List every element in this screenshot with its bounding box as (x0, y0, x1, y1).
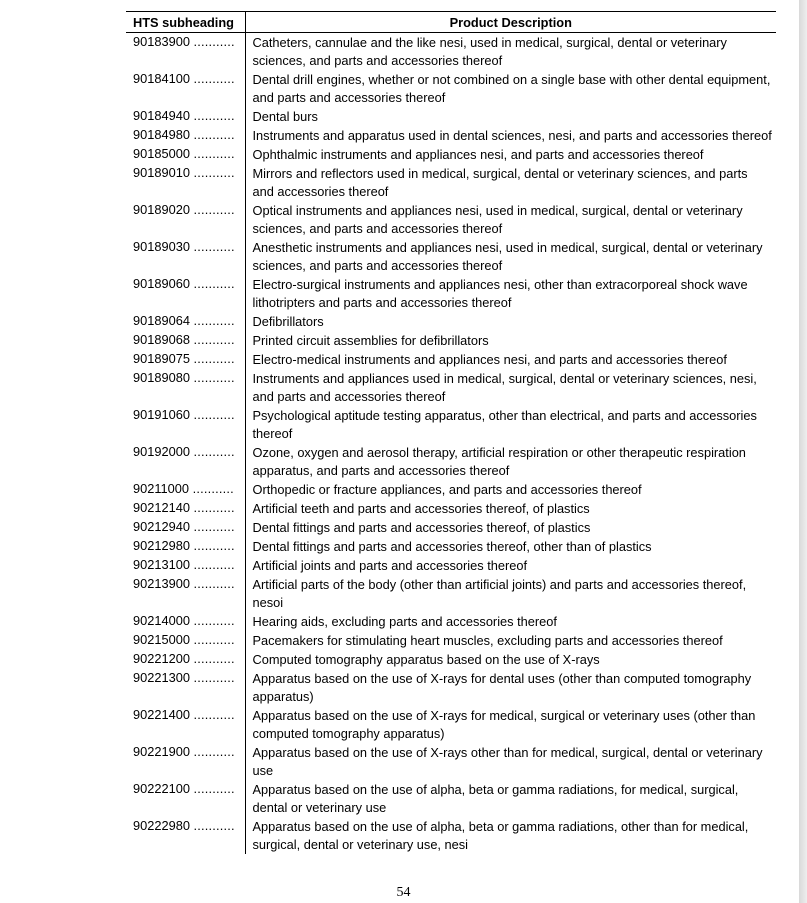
product-description-cell: Mirrors and reflectors used in medical, surgical, dental or veterinary sciences, and parts and accessories thereof (245, 164, 776, 201)
dot-leader: ........... (193, 332, 235, 347)
hts-code: 90185000 (133, 146, 190, 161)
product-description-cell: Hearing aids, excluding parts and accessories thereof (245, 612, 776, 631)
hts-code-cell (126, 706, 245, 743)
product-description-cell: Computed tomography apparatus based on the use of X-rays (245, 650, 776, 669)
hts-code: 90221400 (133, 707, 190, 722)
hts-code: 90189030 (133, 239, 190, 254)
hts-code-cell (126, 126, 245, 145)
hts-code-cell (126, 650, 245, 669)
dot-leader: ........... (193, 71, 235, 86)
table-row (126, 126, 776, 145)
table-row (126, 537, 776, 556)
hts-code-cell (126, 480, 245, 499)
table-row (126, 107, 776, 126)
dot-leader: ........... (193, 818, 235, 833)
hts-code-cell (126, 369, 245, 406)
table-row (126, 499, 776, 518)
hts-code: 90189080 (133, 370, 190, 385)
table-row (126, 406, 776, 443)
product-description-cell: Defibrillators (245, 312, 776, 331)
hts-code: 90221300 (133, 670, 190, 685)
product-description-cell: Artificial joints and parts and accessories thereof (245, 556, 776, 575)
table-row (126, 556, 776, 575)
hts-code-cell (126, 201, 245, 238)
hts-code: 90212140 (133, 500, 190, 515)
hts-code: 90189060 (133, 276, 190, 291)
table-row (126, 331, 776, 350)
hts-code-cell (126, 443, 245, 480)
hts-code-cell (126, 406, 245, 443)
table-row (126, 650, 776, 669)
hts-code-cell (126, 556, 245, 575)
hts-code: 90192000 (133, 444, 190, 459)
hts-code: 90212980 (133, 538, 190, 553)
table-row (126, 443, 776, 480)
product-description-cell: Ozone, oxygen and aerosol therapy, artificial respiration or other therapeutic respiration apparatus, and parts and accessories thereof (245, 443, 776, 480)
hts-code-cell (126, 331, 245, 350)
hts-code: 90213100 (133, 557, 190, 572)
dot-leader: ........... (193, 351, 235, 366)
dot-leader: ........... (192, 481, 234, 496)
product-description-cell: Dental fittings and parts and accessories thereof, of plastics (245, 518, 776, 537)
product-description-cell: Psychological aptitude testing apparatus, other than electrical, and parts and accessories thereof (245, 406, 776, 443)
dot-leader: ........... (193, 538, 235, 553)
table-row (126, 164, 776, 201)
hts-code: 90211000 (133, 481, 189, 496)
hts-code-cell (126, 350, 245, 369)
dot-leader: ........... (193, 632, 235, 647)
hts-code: 90214000 (133, 613, 190, 628)
hts-code-cell (126, 70, 245, 107)
dot-leader: ........... (193, 613, 235, 628)
dot-leader: ........... (193, 670, 235, 685)
dot-leader: ........... (193, 276, 235, 291)
product-description-cell: Electro-medical instruments and appliances nesi, and parts and accessories thereof (245, 350, 776, 369)
product-description-cell: Orthopedic or fracture appliances, and parts and accessories thereof (245, 480, 776, 499)
product-description-cell: Instruments and appliances used in medical, surgical, dental or veterinary sciences, nesi, and parts and accessories thereof (245, 369, 776, 406)
dot-leader: ........... (193, 557, 235, 572)
hts-code: 90183900 (133, 34, 190, 49)
product-description-cell: Catheters, cannulae and the like nesi, used in medical, surgical, dental or veterinary sciences, and parts and accessories thereof (245, 33, 776, 71)
hts-code-cell (126, 33, 245, 71)
table-row (126, 350, 776, 369)
hts-code-cell (126, 817, 245, 854)
product-description-cell: Optical instruments and appliances nesi, used in medical, surgical, dental or veterinary sciences, and parts and accessories thereof (245, 201, 776, 238)
hts-code: 90222100 (133, 781, 190, 796)
hts-code: 90221200 (133, 651, 190, 666)
product-description-cell: Printed circuit assemblies for defibrillators (245, 331, 776, 350)
hts-code: 90221900 (133, 744, 190, 759)
dot-leader: ........... (193, 127, 235, 142)
table-row (126, 575, 776, 612)
dot-leader: ........... (193, 34, 235, 49)
hts-code-cell (126, 780, 245, 817)
product-description-cell: Artificial parts of the body (other than artificial joints) and parts and accessories thereof, nesoi (245, 575, 776, 612)
product-description-cell: Instruments and apparatus used in dental sciences, nesi, and parts and accessories thereof (245, 126, 776, 145)
hts-subheading-header: HTS subheading (126, 12, 245, 33)
page-edge-shadow (799, 0, 807, 903)
dot-leader: ........... (193, 744, 235, 759)
product-description-cell: Apparatus based on the use of alpha, beta or gamma radiations, for medical, surgical, dental or veterinary use (245, 780, 776, 817)
table-row (126, 145, 776, 164)
table-row (126, 631, 776, 650)
hts-code: 90189010 (133, 165, 190, 180)
hts-code-cell (126, 499, 245, 518)
table-header-row (126, 12, 776, 33)
hts-code-cell (126, 518, 245, 537)
hts-code-cell (126, 312, 245, 331)
table-row (126, 743, 776, 780)
table-row (126, 612, 776, 631)
table-row (126, 238, 776, 275)
hts-code-cell (126, 164, 245, 201)
dot-leader: ........... (193, 370, 235, 385)
dot-leader: ........... (193, 165, 235, 180)
dot-leader: ........... (193, 239, 235, 254)
dot-leader: ........... (193, 519, 235, 534)
table-row (126, 518, 776, 537)
hts-code-cell (126, 669, 245, 706)
product-description-cell: Pacemakers for stimulating heart muscles, excluding parts and accessories thereof (245, 631, 776, 650)
hts-code-cell (126, 145, 245, 164)
product-description-cell: Dental fittings and parts and accessories thereof, other than of plastics (245, 537, 776, 556)
hts-code-cell (126, 612, 245, 631)
product-description-cell: Artificial teeth and parts and accessories thereof, of plastics (245, 499, 776, 518)
hts-code: 90189075 (133, 351, 190, 366)
dot-leader: ........... (193, 108, 235, 123)
hts-code: 90189064 (133, 313, 190, 328)
dot-leader: ........... (193, 781, 235, 796)
table-row (126, 669, 776, 706)
table-row (126, 480, 776, 499)
table-row (126, 780, 776, 817)
product-description-header: Product Description (245, 12, 776, 33)
product-description-cell: Electro-surgical instruments and appliances nesi, other than extracorporeal shock wave lithotripters and parts and accessories thereof (245, 275, 776, 312)
table-row (126, 312, 776, 331)
hts-code-cell (126, 743, 245, 780)
hts-code: 90191060 (133, 407, 190, 422)
table-row (126, 33, 776, 71)
hts-code: 90184100 (133, 71, 190, 86)
hts-code: 90213900 (133, 576, 190, 591)
table-row (126, 70, 776, 107)
hts-code: 90189020 (133, 202, 190, 217)
product-description-cell: Anesthetic instruments and appliances nesi, used in medical, surgical, dental or veterinary sciences, and parts and accessories thereof (245, 238, 776, 275)
hts-code-cell (126, 575, 245, 612)
hts-code-cell (126, 107, 245, 126)
hts-code: 90189068 (133, 332, 190, 347)
hts-product-table (126, 11, 776, 854)
product-description-cell: Dental drill engines, whether or not combined on a single base with other dental equipment, and parts and accessories thereof (245, 70, 776, 107)
page-number: 54 (396, 885, 411, 900)
product-description-cell: Dental burs (245, 107, 776, 126)
table-row (126, 817, 776, 854)
dot-leader: ........... (193, 707, 235, 722)
hts-code-cell (126, 238, 245, 275)
product-description-cell: Apparatus based on the use of alpha, beta or gamma radiations, other than for medical, surgical, dental or veterinary use, nesi (245, 817, 776, 854)
dot-leader: ........... (193, 146, 235, 161)
dot-leader: ........... (193, 444, 235, 459)
hts-code: 90184940 (133, 108, 190, 123)
table-row (126, 706, 776, 743)
product-description-cell: Apparatus based on the use of X-rays for medical, surgical or veterinary uses (other than computed tomography apparatus) (245, 706, 776, 743)
dot-leader: ........... (193, 313, 235, 328)
table-row (126, 275, 776, 312)
table-row (126, 369, 776, 406)
dot-leader: ........... (193, 407, 235, 422)
hts-code: 90222980 (133, 818, 190, 833)
dot-leader: ........... (193, 651, 235, 666)
product-description-cell: Apparatus based on the use of X-rays for dental uses (other than computed tomography apparatus) (245, 669, 776, 706)
product-description-cell: Apparatus based on the use of X-rays other than for medical, surgical, dental or veterinary use (245, 743, 776, 780)
hts-code: 90184980 (133, 127, 190, 142)
hts-code: 90212940 (133, 519, 190, 534)
product-description-cell: Ophthalmic instruments and appliances nesi, and parts and accessories thereof (245, 145, 776, 164)
dot-leader: ........... (193, 202, 235, 217)
hts-code-cell (126, 275, 245, 312)
hts-code: 90215000 (133, 632, 190, 647)
table-row (126, 201, 776, 238)
dot-leader: ........... (193, 500, 235, 515)
hts-code-cell (126, 631, 245, 650)
hts-code-cell (126, 537, 245, 556)
dot-leader: ........... (193, 576, 235, 591)
